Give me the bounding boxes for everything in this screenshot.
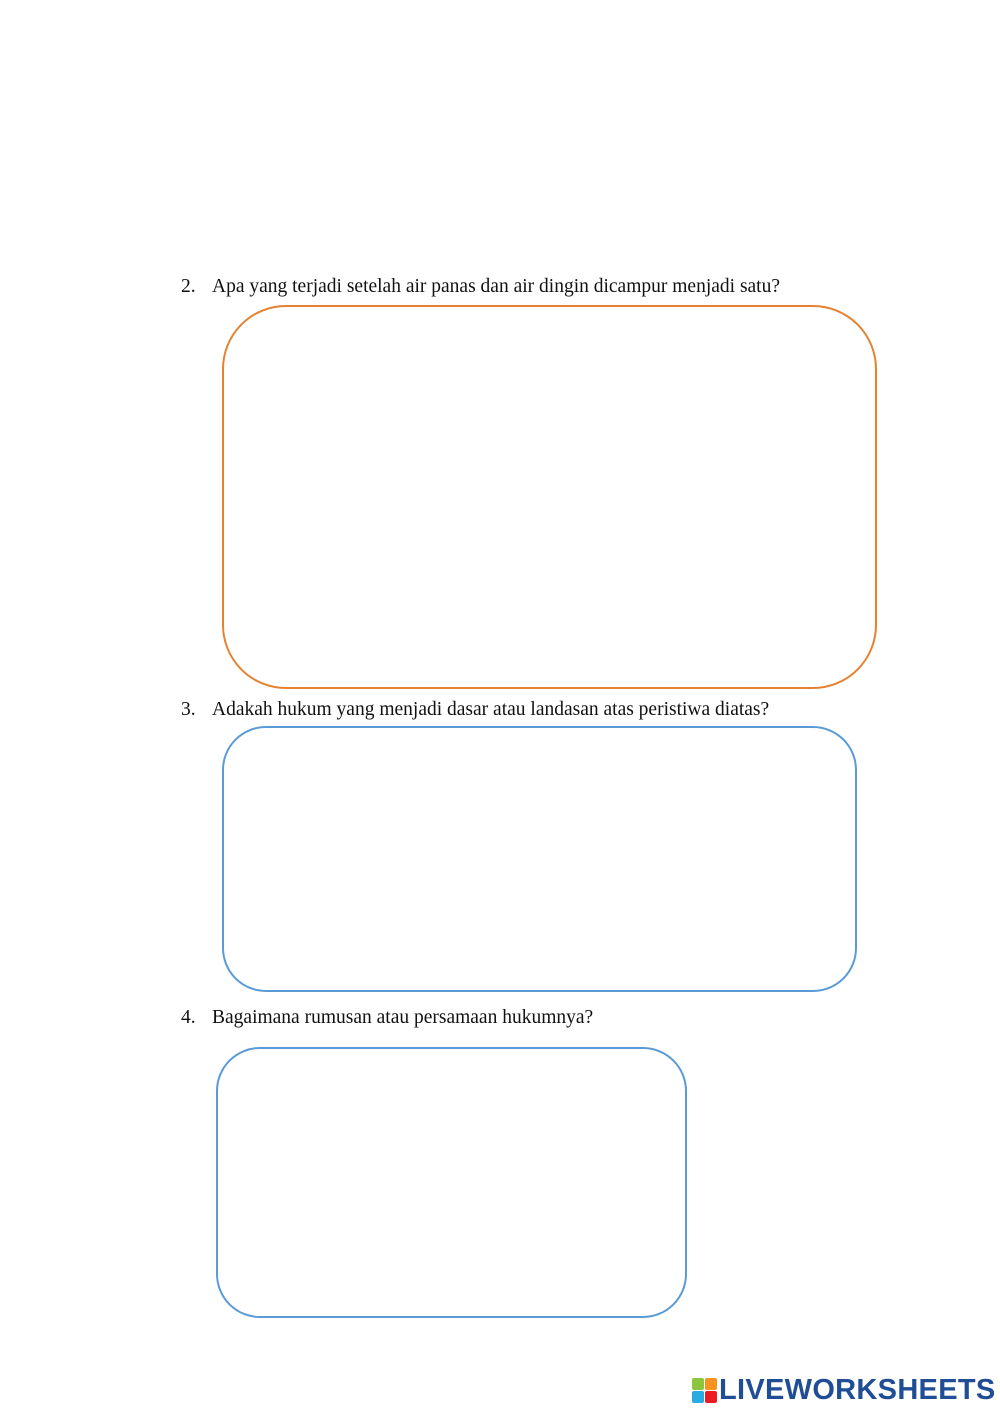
question-number: 4. bbox=[181, 1007, 196, 1028]
question-2 bbox=[181, 275, 780, 299]
question-4 bbox=[181, 1006, 593, 1030]
logo-square-icon bbox=[692, 1391, 704, 1403]
question-number: 3. bbox=[181, 699, 196, 720]
answer-box-question-2[interactable] bbox=[222, 305, 877, 689]
question-text: Adakah hukum yang menjadi dasar atau landasan atas peristiwa diatas? bbox=[212, 699, 770, 720]
logo-square-icon bbox=[705, 1378, 717, 1390]
question-3 bbox=[181, 698, 769, 722]
question-text: Apa yang terjadi setelah air panas dan air dingin dicampur menjadi satu? bbox=[212, 276, 781, 297]
logo-square-icon bbox=[692, 1378, 704, 1390]
logo-square-icon bbox=[705, 1391, 717, 1403]
answer-box-question-3[interactable] bbox=[222, 726, 857, 992]
question-text: Bagaimana rumusan atau persamaan hukumnya? bbox=[212, 1007, 594, 1028]
liveworksheets-brand bbox=[692, 1374, 996, 1406]
answer-box-question-4[interactable] bbox=[216, 1047, 687, 1318]
liveworksheets-logo-icon bbox=[692, 1378, 717, 1403]
brand-name: LIVEWORKSHEETS bbox=[719, 1374, 996, 1406]
question-number: 2. bbox=[181, 276, 196, 297]
